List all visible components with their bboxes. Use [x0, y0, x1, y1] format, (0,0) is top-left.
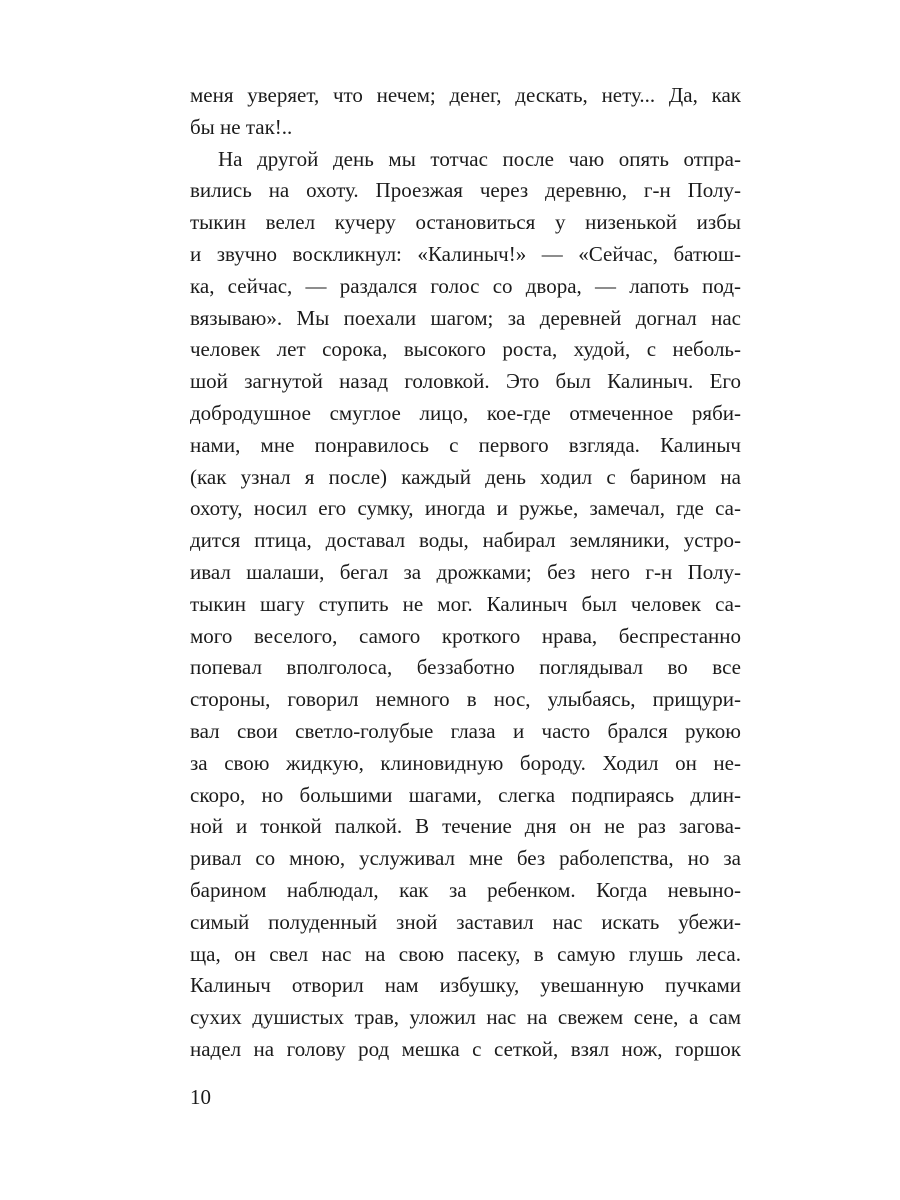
- text-line: добродушное смуглое лицо, кое-где отмеченное ряби-: [190, 400, 741, 425]
- text-line: стороны, говорил немного в нос, улыбаясь, прищури-: [190, 687, 741, 712]
- text-line: (как узнал я после) каждый день ходил с барином на: [190, 464, 741, 489]
- text-line: На другой день мы тотчас после чаю опять отпра-: [218, 146, 741, 171]
- text-line: Калиныч отворил нам избушку, увешанную пучками: [190, 973, 741, 998]
- text-line: меня уверяет, что нечем; денег, дескать, нету... Да, как: [190, 83, 741, 107]
- text-line: бы не так!..: [190, 114, 293, 139]
- text-line: охоту, носил его сумку, иногда и ружье, замечал, где са-: [190, 496, 741, 521]
- text-line: ивал шалаши, бегал за дрожками; без него г-н Полу-: [190, 559, 741, 584]
- text-line: скоро, но большими шагами, слегка подпираясь длин-: [190, 782, 741, 807]
- text-line: симый полуденный зной заставил нас искать убежи-: [190, 909, 741, 934]
- text-line: надел на голову род мешка с сеткой, взял нож, горшок: [190, 1036, 741, 1061]
- text-line: тыкин шагу ступить не мог. Калиныч был человек са-: [190, 591, 741, 616]
- text-line: ка, сейчас, — раздался голос со двора, — лапоть под-: [190, 273, 741, 298]
- text-line: вились на охоту. Проезжая через деревню, г-н Полу-: [190, 178, 741, 203]
- text-line: ривал со мною, услуживал мне без раболепства, но за: [190, 846, 741, 871]
- text-line: сухих душистых трав, уложил нас на свежем сене, а сам: [190, 1005, 741, 1030]
- text-line: ной и тонкой палкой. В течение дня он не раз загова-: [190, 814, 741, 839]
- text-line: шой загнутой назад головкой. Это был Калиныч. Его: [190, 369, 741, 394]
- text-line: вал свои светло-голубые глаза и часто брался рукою: [190, 718, 741, 743]
- page-text: [190, 80, 741, 1066]
- text-line: попевал вполголоса, беззаботно поглядывал во все: [190, 655, 741, 680]
- text-line: дится птица, доставал воды, набирал земляники, устро-: [190, 528, 741, 553]
- text-line: за свою жидкую, клиновидную бороду. Ходил он не-: [190, 750, 741, 775]
- text-line: нами, мне понравилось с первого взгляда. Калиныч: [190, 432, 741, 457]
- text-line: тыкин велел кучеру остановиться у низенькой избы: [190, 210, 741, 235]
- text-line: ща, он свел нас на свою пасеку, в самую глушь леса.: [190, 941, 741, 966]
- text-line: человек лет сорока, высокого роста, худой, с неболь-: [190, 337, 741, 362]
- page-number: 10: [190, 1085, 211, 1109]
- text-line: барином наблюдал, как за ребенком. Когда невыно-: [190, 877, 741, 902]
- text-line: мого веселого, самого кроткого нрава, беспрестанно: [190, 623, 741, 648]
- text-line: и звучно воскликнул: «Калиныч!» — «Сейчас, батюш-: [190, 241, 741, 266]
- text-line: вязываю». Мы поехали шагом; за деревней догнал нас: [190, 305, 741, 330]
